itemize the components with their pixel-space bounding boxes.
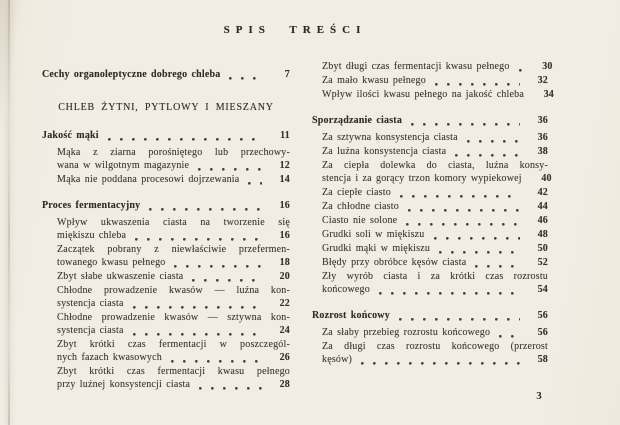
toc-entry-line xyxy=(57,229,290,242)
toc-entry-line xyxy=(57,338,290,351)
toc-entry-line xyxy=(322,131,548,144)
toc-page-number: 34 xyxy=(543,89,554,100)
toc-entry xyxy=(312,60,553,73)
dot-leader xyxy=(406,223,520,226)
toc-entry-text: Za ciepła dolewka do ciasta, luźna konsy- xyxy=(322,160,548,171)
toc-entry-text: Za ciepłe ciasto xyxy=(322,187,391,198)
toc-entry-line xyxy=(312,114,548,127)
dot-leader xyxy=(174,265,262,268)
dot-leader xyxy=(248,182,262,185)
toc-page-number: 50 xyxy=(537,243,548,254)
dot-leader xyxy=(133,333,262,336)
toc-entry-line xyxy=(57,378,290,391)
toc-entry xyxy=(312,270,548,296)
toc-entry xyxy=(42,270,290,283)
toc-entry-line xyxy=(42,68,290,81)
toc-entry-line xyxy=(322,353,548,366)
toc-entry-line xyxy=(322,242,548,255)
toc-entry-text: Rozrost końcowy xyxy=(312,310,390,321)
toc-entry xyxy=(312,114,548,127)
toc-page-number: 52 xyxy=(537,257,548,268)
toc-entry-line xyxy=(322,256,548,269)
toc-page-number: 12 xyxy=(279,160,290,171)
toc-entry-text: wana w wilgotnym magazynie xyxy=(57,160,190,171)
toc-entry-text: Za słaby przebieg rozrostu końcowego xyxy=(322,327,491,338)
toc-entry-line xyxy=(312,309,548,322)
toc-entry-text: Mąka nie poddana procesowi dojrzewania xyxy=(57,174,240,185)
toc-entry xyxy=(42,199,290,212)
toc-page-number: 14 xyxy=(279,174,290,185)
toc-entry-text: systencja ciasta xyxy=(57,298,124,309)
toc-entry xyxy=(312,74,548,87)
dot-leader xyxy=(198,168,262,171)
toc-entry xyxy=(312,214,548,227)
toc-entry-text: Zbyt krótki czas fermentacji kwasu pełnego xyxy=(57,366,290,377)
toc-entry-line xyxy=(42,129,290,142)
toc-page-number: 38 xyxy=(537,146,548,157)
toc-entry xyxy=(42,146,290,172)
toc-page-number: 28 xyxy=(279,379,290,390)
toc-entry-text: Zły wyrób ciasta i za krótki czas rozrostu xyxy=(322,271,548,282)
toc-page-number: 20 xyxy=(279,271,290,282)
toc-entry-text: Mąka z ziarna porośniętego lub przechowy- xyxy=(57,147,290,158)
toc-page-number: 18 xyxy=(279,257,290,268)
toc-entry-line xyxy=(322,270,548,283)
toc-page-number: 42 xyxy=(537,187,548,198)
toc-entry-text: Chłodne prowadzenie kwasów — luźna kon- xyxy=(57,285,290,296)
dot-leader xyxy=(475,265,520,268)
toc-entry xyxy=(42,68,290,81)
toc-entry-line xyxy=(57,216,290,229)
dot-leader xyxy=(361,362,520,365)
toc-columns xyxy=(42,61,620,391)
dot-leader xyxy=(399,318,520,321)
toc-entry-text: Zbyt słabe ukwaszenie ciasta xyxy=(57,271,184,282)
toc-entry xyxy=(42,243,290,269)
toc-entry-line xyxy=(57,146,290,159)
dot-leader xyxy=(499,335,520,338)
dot-leader xyxy=(133,306,262,309)
toc-entry-text: Za długi czas rozrostu końcowego (przerost xyxy=(322,341,548,352)
toc-entry-line xyxy=(322,200,548,213)
toc-entry-text: Wpływ ilości kwasu pełnego na jakość chleba xyxy=(322,89,524,100)
toc-entry-text: Grudki soli w miękiszu xyxy=(322,229,425,240)
page-title: SPIS TREŚCI xyxy=(223,24,367,36)
toc-entry-text: Grudki mąki w miękiszu xyxy=(322,243,431,254)
toc-entry-text: stencja i za gorący trzon komory wypiekowej xyxy=(322,173,522,184)
toc-entry-line xyxy=(57,173,290,186)
dot-leader xyxy=(519,69,525,72)
toc-page-number: 46 xyxy=(537,215,548,226)
toc-entry-text: Za chłodne ciasto xyxy=(322,201,399,212)
dot-leader xyxy=(411,123,520,126)
toc-entry-line xyxy=(322,74,548,87)
toc-entry xyxy=(42,216,290,242)
toc-entry-line xyxy=(322,214,548,227)
toc-entry xyxy=(312,242,548,255)
toc-entry xyxy=(312,256,548,269)
toc-page-number: 54 xyxy=(537,284,548,295)
toc-entry-text: systencja ciasta xyxy=(57,325,124,336)
toc-entry-line xyxy=(57,159,290,172)
toc-entry-text: Proces fermentacyjny xyxy=(42,200,141,211)
toc-entry-text: końcowego xyxy=(322,284,370,295)
toc-entry-line xyxy=(322,283,548,296)
toc-entry xyxy=(42,129,290,142)
toc-entry xyxy=(42,311,290,337)
toc-page-number: 36 xyxy=(537,115,548,126)
toc-entry-text: Za luźna konsystencja ciasta xyxy=(322,146,447,157)
toc-entry-text: Sporządzanie ciasta xyxy=(312,115,403,126)
toc-entry-text: nych fazach kwasowych xyxy=(57,352,162,363)
toc-entry xyxy=(312,309,548,322)
toc-entry-text: Za sztywna konsystencja ciasta xyxy=(322,132,458,143)
toc-entry xyxy=(42,284,290,310)
toc-entry-line xyxy=(322,172,552,185)
toc-entry-line xyxy=(57,297,290,310)
toc-page-number: 56 xyxy=(537,327,548,338)
toc-entry-text: Cechy organoleptyczne dobrego chleba xyxy=(42,69,221,80)
toc-page-number: 32 xyxy=(537,75,548,86)
toc-entry-line xyxy=(322,228,548,241)
toc-page-number: 48 xyxy=(537,229,548,240)
toc-entry-text: Błędy przy obróbce kęsów ciasta xyxy=(322,257,467,268)
toc-page-number: 16 xyxy=(279,230,290,241)
dot-leader xyxy=(439,251,520,254)
toc-entry xyxy=(312,326,548,339)
dot-leader xyxy=(434,237,520,240)
toc-entry-text: Chłodne prowadzenie kwasów — sztywna kon- xyxy=(57,312,290,323)
dot-leader xyxy=(467,140,520,143)
dot-leader xyxy=(435,83,520,86)
toc-entry-text: Zbyt krótki czas fermentacji w poszczegól- xyxy=(57,339,290,350)
toc-page-number: 56 xyxy=(537,310,548,321)
toc-entry xyxy=(312,131,548,144)
toc-entry xyxy=(312,228,548,241)
toc-column-left xyxy=(42,68,290,391)
toc-page-number: 30 xyxy=(542,61,553,72)
toc-entry-line xyxy=(322,159,548,172)
toc-entry-line xyxy=(42,199,290,212)
toc-entry-text: Wpływ ukwaszenia ciasta na tworzenie się xyxy=(57,217,290,228)
toc-entry-line xyxy=(57,324,290,337)
toc-entry-line xyxy=(322,60,553,73)
toc-entry xyxy=(42,173,290,186)
toc-column-right xyxy=(312,60,554,391)
dot-leader xyxy=(149,208,262,211)
toc-entry-line xyxy=(57,243,290,256)
dot-leader xyxy=(199,387,262,390)
toc-entry-text: miękiszu chleba xyxy=(57,230,127,241)
dot-leader xyxy=(379,292,520,295)
toc-page-number: 26 xyxy=(279,352,290,363)
toc-entry-line xyxy=(57,256,290,269)
dot-leader xyxy=(408,209,520,212)
toc-entry-line xyxy=(322,88,554,101)
section-heading: CHLEB ŻYTNI, PYTLOWY I MIESZANY xyxy=(58,102,274,113)
dot-leader xyxy=(192,279,262,282)
dot-leader xyxy=(400,195,520,198)
toc-entry-text: Jakość mąki xyxy=(42,130,99,141)
toc-page-number: 11 xyxy=(280,130,290,141)
folio-page-number: 3 xyxy=(536,390,542,402)
toc-page-number: 36 xyxy=(537,132,548,143)
toc-page-number: 44 xyxy=(537,201,548,212)
toc-entry xyxy=(312,200,548,213)
page-binding-crease xyxy=(8,0,10,425)
toc-entry-line xyxy=(57,284,290,297)
toc-entry xyxy=(312,340,548,366)
toc-entry xyxy=(312,145,548,158)
toc-entry xyxy=(312,159,552,185)
toc-entry xyxy=(312,88,554,101)
toc-page-number: 58 xyxy=(537,354,548,365)
toc-entry-line xyxy=(322,326,548,339)
toc-entry-line xyxy=(322,340,548,353)
dot-leader xyxy=(135,238,262,241)
toc-entry-line xyxy=(322,186,548,199)
toc-entry xyxy=(42,365,290,391)
toc-entry xyxy=(312,186,548,199)
dot-leader xyxy=(108,138,262,141)
toc-page-number: 40 xyxy=(541,173,552,184)
toc-entry-line xyxy=(57,351,290,364)
dot-leader xyxy=(171,360,262,363)
toc-entry-text: kęsów) xyxy=(322,354,353,365)
toc-entry-text: Zaczątek pobrany z niewłaściwie przefermen- xyxy=(57,244,290,255)
toc-entry-line xyxy=(57,311,290,324)
toc-entry-line xyxy=(57,365,290,378)
toc-page-number: 7 xyxy=(284,69,290,80)
toc-page-number: 16 xyxy=(279,200,290,211)
toc-entry-line xyxy=(322,145,548,158)
dot-leader xyxy=(455,154,520,157)
dot-leader xyxy=(229,77,262,80)
toc-entry-text: Zbyt długi czas fermentacji kwasu pełnego xyxy=(322,61,510,72)
toc-entry-line xyxy=(57,270,290,283)
toc-entry xyxy=(42,338,290,364)
toc-entry-text: Za mało kwasu pełnego xyxy=(322,75,426,86)
toc-entry-text: towanego kwasu pełnego xyxy=(57,257,166,268)
toc-page-number: 24 xyxy=(279,325,290,336)
toc-entry-text: Ciasto nie solone xyxy=(322,215,398,226)
toc-page-number: 22 xyxy=(279,298,290,309)
toc-entry-text: przy luźnej konsystencji ciasta xyxy=(57,379,191,390)
